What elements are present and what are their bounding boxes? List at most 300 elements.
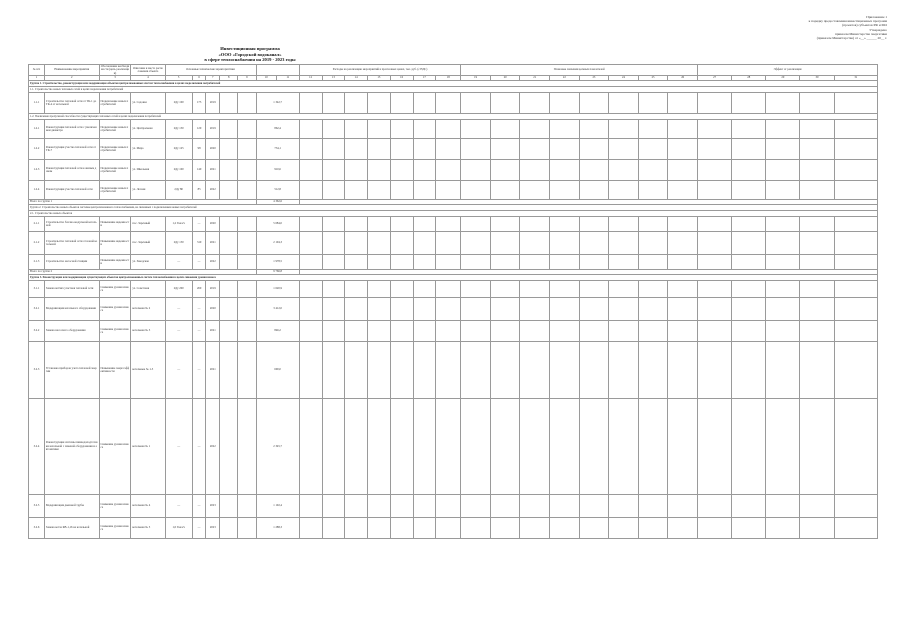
cell-y: 2020	[206, 297, 220, 320]
empty-cell	[368, 254, 391, 269]
empty-cell	[579, 159, 609, 180]
empty-cell	[520, 494, 550, 517]
cell-len: 120	[192, 119, 206, 138]
header-cell	[256, 65, 299, 76]
empty-cell	[368, 119, 391, 138]
empty-cell	[220, 494, 238, 517]
empty-cell	[390, 159, 413, 180]
empty-cell	[668, 254, 698, 269]
empty-cell	[579, 254, 609, 269]
cell-place: ул. Заводская	[131, 254, 165, 269]
cell-name: Замена ветхих участков тепловой сети	[44, 280, 99, 297]
empty-cell	[368, 231, 391, 254]
empty-cell	[732, 138, 766, 159]
cell-no: 2.1.1	[29, 216, 45, 231]
empty-cell	[238, 297, 256, 320]
empty-cell	[436, 119, 461, 138]
table-row	[29, 280, 878, 297]
empty-cell	[609, 119, 639, 138]
cell-y: 2022	[206, 398, 220, 494]
cell-len: 140	[192, 159, 206, 180]
empty-cell	[550, 517, 580, 538]
cell-no: 1.2.1	[29, 119, 45, 138]
empty-cell	[579, 180, 609, 199]
empty-cell	[322, 398, 345, 494]
empty-cell	[609, 517, 639, 538]
cell-diam: 1,2 Гкал/ч	[165, 216, 192, 231]
cell-y: 2023	[206, 494, 220, 517]
empty-cell	[834, 159, 877, 180]
cell-reason: Повышение надежности	[99, 216, 131, 231]
empty-cell	[238, 159, 256, 180]
empty-cell	[550, 341, 580, 398]
column-number: 20	[490, 75, 520, 80]
empty-cell	[461, 254, 491, 269]
empty-cell	[638, 341, 668, 398]
empty-cell	[368, 280, 391, 297]
empty-cell	[345, 231, 368, 254]
empty-cell	[322, 297, 345, 320]
table-row	[29, 517, 878, 538]
empty-cell	[461, 494, 491, 517]
empty-cell	[834, 341, 877, 398]
empty-cell	[413, 216, 436, 231]
empty-cell	[609, 159, 639, 180]
appendix-line: (приказом Министерства) от «__» ______ 20__ г.	[816, 36, 887, 41]
empty-cell	[550, 216, 580, 231]
cell-place: пос. Заречный	[131, 216, 165, 231]
empty-cell	[609, 280, 639, 297]
cell-diam: —	[165, 398, 192, 494]
empty-cell	[322, 494, 345, 517]
empty-cell	[368, 180, 391, 199]
empty-cell	[299, 231, 322, 254]
empty-cell	[390, 320, 413, 341]
cell-diam: —	[165, 341, 192, 398]
empty-cell	[800, 138, 834, 159]
empty-cell	[220, 216, 238, 231]
empty-cell	[638, 280, 668, 297]
cell-reason: Снижение уровня износа	[99, 297, 131, 320]
cell-len: —	[192, 254, 206, 269]
empty-cell	[322, 138, 345, 159]
empty-cell	[766, 254, 800, 269]
empty-cell	[766, 494, 800, 517]
empty-cell	[668, 341, 698, 398]
cell-t: 3 412,0	[256, 297, 299, 320]
empty-cell	[345, 297, 368, 320]
column-number: 19	[461, 75, 491, 80]
empty-cell	[800, 297, 834, 320]
empty-cell	[345, 119, 368, 138]
empty-cell	[732, 320, 766, 341]
empty-cell	[766, 297, 800, 320]
empty-cell	[698, 138, 732, 159]
cell-reason: Снижение уровня износа	[99, 320, 131, 341]
empty-cell	[413, 320, 436, 341]
column-number: 3	[99, 75, 131, 80]
empty-cell	[800, 494, 834, 517]
column-number: 30	[800, 75, 834, 80]
appendix-line: Утверждено	[869, 27, 887, 32]
column-number: 4	[131, 75, 165, 80]
cell-t: 734,1	[256, 138, 299, 159]
cell-no: 2.1.2	[29, 231, 45, 254]
cell-t: 5 684,0	[256, 216, 299, 231]
cell-len: —	[192, 494, 206, 517]
empty-cell	[834, 280, 877, 297]
empty-cell	[609, 341, 639, 398]
cell-name: Строительство насосной станции	[44, 254, 99, 269]
empty-cell	[638, 398, 668, 494]
empty-cell	[413, 180, 436, 199]
empty-cell	[834, 254, 877, 269]
empty-cell	[490, 398, 520, 494]
column-number: 17	[413, 75, 436, 80]
empty-cell	[638, 119, 668, 138]
empty-cell	[390, 517, 413, 538]
empty-cell	[579, 494, 609, 517]
empty-cell	[766, 159, 800, 180]
empty-cell	[345, 494, 368, 517]
table-row	[29, 341, 878, 398]
empty-cell	[490, 180, 520, 199]
empty-cell	[220, 254, 238, 269]
empty-cell	[461, 180, 491, 199]
empty-cell	[732, 254, 766, 269]
empty-cell	[800, 180, 834, 199]
cell-t: 2 104,3	[256, 231, 299, 254]
cell-place: котельная № 2	[131, 297, 165, 320]
cell-t: 512,8	[256, 180, 299, 199]
cell-reason: Снижение уровня износа	[99, 494, 131, 517]
empty-cell	[390, 180, 413, 199]
empty-cell	[520, 280, 550, 297]
empty-cell	[238, 119, 256, 138]
empty-cell	[345, 517, 368, 538]
table-row	[29, 216, 878, 231]
empty-cell	[800, 92, 834, 113]
empty-cell	[368, 159, 391, 180]
empty-cell	[299, 280, 322, 297]
cell-diam: 2Ду 125	[165, 138, 192, 159]
empty-cell	[299, 254, 322, 269]
empty-cell	[413, 119, 436, 138]
empty-cell	[638, 517, 668, 538]
empty-cell	[238, 320, 256, 341]
empty-cell	[834, 320, 877, 341]
empty-cell	[609, 494, 639, 517]
table-row	[29, 398, 878, 494]
cell-no: 3.2.4	[29, 398, 45, 494]
empty-cell	[766, 216, 800, 231]
empty-cell	[550, 231, 580, 254]
empty-cell	[322, 320, 345, 341]
subtotal-label: Всего по группе 2	[29, 269, 257, 274]
cell-place: пос. Заречный	[131, 231, 165, 254]
empty-cell	[698, 180, 732, 199]
empty-cell	[436, 320, 461, 341]
empty-cell	[299, 138, 322, 159]
empty-cell	[436, 494, 461, 517]
empty-cell	[490, 92, 520, 113]
column-number: 7	[206, 75, 220, 80]
empty-cell	[413, 254, 436, 269]
empty-cell	[238, 254, 256, 269]
empty-cell	[800, 119, 834, 138]
table-row	[29, 297, 878, 320]
empty-cell	[698, 254, 732, 269]
empty-cell	[698, 159, 732, 180]
empty-cell	[638, 138, 668, 159]
empty-cell	[322, 216, 345, 231]
empty-cell	[436, 159, 461, 180]
empty-cell	[520, 138, 550, 159]
empty-cell	[490, 216, 520, 231]
empty-cell	[732, 517, 766, 538]
column-number: 23	[579, 75, 609, 80]
empty-cell	[345, 92, 368, 113]
empty-cell	[368, 216, 391, 231]
empty-cell	[220, 92, 238, 113]
empty-cell	[520, 517, 550, 538]
empty-cell	[368, 398, 391, 494]
cell-y: 2019	[206, 119, 220, 138]
empty-cell	[698, 341, 732, 398]
empty-cell	[461, 280, 491, 297]
empty-cell	[579, 341, 609, 398]
empty-cell	[800, 341, 834, 398]
empty-cell	[766, 398, 800, 494]
document-title	[170, 46, 330, 63]
empty-cell	[550, 280, 580, 297]
empty-cell	[413, 159, 436, 180]
table-row	[29, 320, 878, 341]
empty-cell	[345, 398, 368, 494]
empty-cell	[698, 231, 732, 254]
empty-cell	[299, 180, 322, 199]
empty-cell	[800, 517, 834, 538]
empty-cell	[461, 138, 491, 159]
table-header-row	[29, 65, 878, 76]
cell-reason: Подключение новых потребителей	[99, 138, 131, 159]
empty-cell	[766, 138, 800, 159]
cell-no: 3.2.5	[29, 494, 45, 517]
empty-cell	[345, 138, 368, 159]
column-number: 28	[732, 75, 766, 80]
empty-cell	[299, 341, 322, 398]
empty-cell	[520, 180, 550, 199]
column-number: 25	[638, 75, 668, 80]
empty-cell	[579, 231, 609, 254]
column-number: 15	[368, 75, 391, 80]
empty-cell	[834, 297, 877, 320]
appendix-line: к порядку предоставления инвестиционных программ	[808, 19, 887, 24]
empty-cell	[834, 494, 877, 517]
empty-cell	[220, 398, 238, 494]
empty-cell	[299, 159, 322, 180]
empty-cell	[800, 216, 834, 231]
empty-cell	[345, 159, 368, 180]
cell-t: 846,2	[256, 320, 299, 341]
empty-cell	[390, 231, 413, 254]
cell-reason: Снижение уровня износа	[99, 517, 131, 538]
empty-cell	[238, 138, 256, 159]
empty-cell	[550, 119, 580, 138]
column-number: 24	[609, 75, 639, 80]
empty-cell	[390, 92, 413, 113]
empty-cell	[834, 231, 877, 254]
cell-place: котельная № 1	[131, 398, 165, 494]
empty-cell	[322, 341, 345, 398]
cell-name: Строительство тепловой сети от ТК-1 до ТК-4 от котельной	[44, 92, 99, 113]
empty-cell	[698, 320, 732, 341]
header-cell: Плановые значения целевых показателей	[461, 65, 698, 76]
header-cell: Наименование мероприятия	[44, 65, 99, 76]
empty-cell	[732, 159, 766, 180]
empty-cell	[220, 341, 238, 398]
appendix-line: приказом Министерства энергетики	[835, 31, 887, 36]
empty-cell	[550, 159, 580, 180]
cell-reason: Повышение энергоэффективности	[99, 341, 131, 398]
cell-name: Модернизация котельного оборудования	[44, 297, 99, 320]
cell-len: —	[192, 517, 206, 538]
cell-name: Замена насосного оборудования	[44, 320, 99, 341]
empty-cell	[220, 297, 238, 320]
empty-cell	[766, 92, 800, 113]
column-number: 10	[256, 75, 276, 80]
section-title: 1.2. Увеличение пропускной способности существующих тепловых сетей в целях подключения потребителей	[29, 113, 878, 119]
empty-cell	[520, 119, 550, 138]
empty-cell	[800, 231, 834, 254]
column-number: 22	[550, 75, 580, 80]
empty-cell	[698, 216, 732, 231]
cell-place: ул. Центральная	[131, 119, 165, 138]
empty-cell	[579, 297, 609, 320]
cell-len: 260	[192, 280, 206, 297]
cell-len: —	[192, 297, 206, 320]
empty-cell	[436, 341, 461, 398]
empty-cell	[490, 297, 520, 320]
subtotal-label: Всего по группе 1	[29, 199, 257, 204]
empty-cell	[299, 320, 322, 341]
empty-cell	[668, 92, 698, 113]
section-title: Группа 2. Строительство новых объектов системы централизованного теплоснабжения, не связанных с подключением новых потребителей	[29, 204, 878, 210]
table-row	[29, 92, 878, 113]
cell-name: Реконструкция тепловой сети с увеличением диаметра	[44, 119, 99, 138]
empty-cell	[834, 216, 877, 231]
empty-cell	[550, 254, 580, 269]
empty-cell	[345, 254, 368, 269]
cell-diam: 2Ду 100	[165, 92, 192, 113]
cell-name: Строительство блочно-модульной котельной	[44, 216, 99, 231]
empty-cell	[238, 398, 256, 494]
empty-cell	[668, 216, 698, 231]
cell-y: 2021	[206, 341, 220, 398]
empty-cell	[490, 159, 520, 180]
column-number: 2	[44, 75, 99, 80]
empty-cell	[579, 138, 609, 159]
empty-cell	[345, 180, 368, 199]
header-cell: Обоснование необходимости (цель реализации)	[100, 64, 130, 75]
cell-diam: 2Ду 150	[165, 231, 192, 254]
cell-place: ул. Школьная	[131, 159, 165, 180]
empty-cell	[766, 119, 800, 138]
appendix-line: Приложение 1	[866, 15, 887, 19]
cell-y: 2022	[206, 254, 220, 269]
empty-cell	[461, 231, 491, 254]
table-row	[29, 254, 878, 269]
empty-cell	[668, 280, 698, 297]
appendix-line: (проектов) субъектов РФ и МО	[842, 23, 887, 28]
empty-cell	[766, 517, 800, 538]
empty-cell	[413, 138, 436, 159]
empty-cell	[609, 216, 639, 231]
cell-len: —	[192, 216, 206, 231]
column-number: 12	[299, 75, 322, 80]
empty-cell	[299, 517, 322, 538]
empty-cell	[834, 119, 877, 138]
empty-cell	[461, 398, 491, 494]
cell-diam: 2Ду 150	[165, 119, 192, 138]
cell-len: —	[192, 341, 206, 398]
empty-cell	[579, 216, 609, 231]
title-line-3: в сфере теплоснабжения на 2019 - 2023 годы	[204, 57, 296, 63]
empty-cell	[390, 297, 413, 320]
cell-reason: Повышение надежности	[99, 254, 131, 269]
empty-cell	[368, 320, 391, 341]
empty-cell	[550, 92, 580, 113]
empty-cell	[436, 231, 461, 254]
cell-t: 1 978,5	[256, 254, 299, 269]
section-title: Группа 1. Строительство, реконструкция или модернизация объектов централизованных систем теплоснабжения в целях подключения потребителей	[29, 80, 878, 86]
empty-cell	[834, 138, 877, 159]
column-number: 1	[29, 75, 45, 80]
empty-cell	[579, 280, 609, 297]
empty-cell	[490, 341, 520, 398]
empty-cell	[345, 320, 368, 341]
header-cell: Расходы на реализацию мероприятий в прогнозных ценах, тыс. руб. (с НДС)	[299, 65, 461, 76]
column-number: 29	[766, 75, 800, 80]
empty-cell	[461, 517, 491, 538]
cell-y: 2023	[206, 517, 220, 538]
empty-cell	[638, 231, 668, 254]
empty-cell	[550, 398, 580, 494]
empty-cell	[461, 119, 491, 138]
empty-cell	[550, 297, 580, 320]
empty-cell	[461, 92, 491, 113]
empty-cell	[436, 297, 461, 320]
empty-cell	[299, 297, 322, 320]
cell-diam: —	[165, 320, 192, 341]
empty-cell	[698, 494, 732, 517]
empty-cell	[220, 159, 238, 180]
cell-len: —	[192, 320, 206, 341]
empty-cell	[220, 119, 238, 138]
empty-cell	[732, 92, 766, 113]
cell-no: 3.2.3	[29, 341, 45, 398]
cell-no: 1.2.4	[29, 180, 45, 199]
empty-cell	[322, 231, 345, 254]
empty-cell	[520, 92, 550, 113]
cell-y: 2019	[206, 280, 220, 297]
empty-cell	[413, 494, 436, 517]
cell-no: 1.2.3	[29, 159, 45, 180]
empty-cell	[520, 341, 550, 398]
empty-cell	[345, 341, 368, 398]
empty-cell	[698, 119, 732, 138]
cell-diam: —	[165, 494, 192, 517]
